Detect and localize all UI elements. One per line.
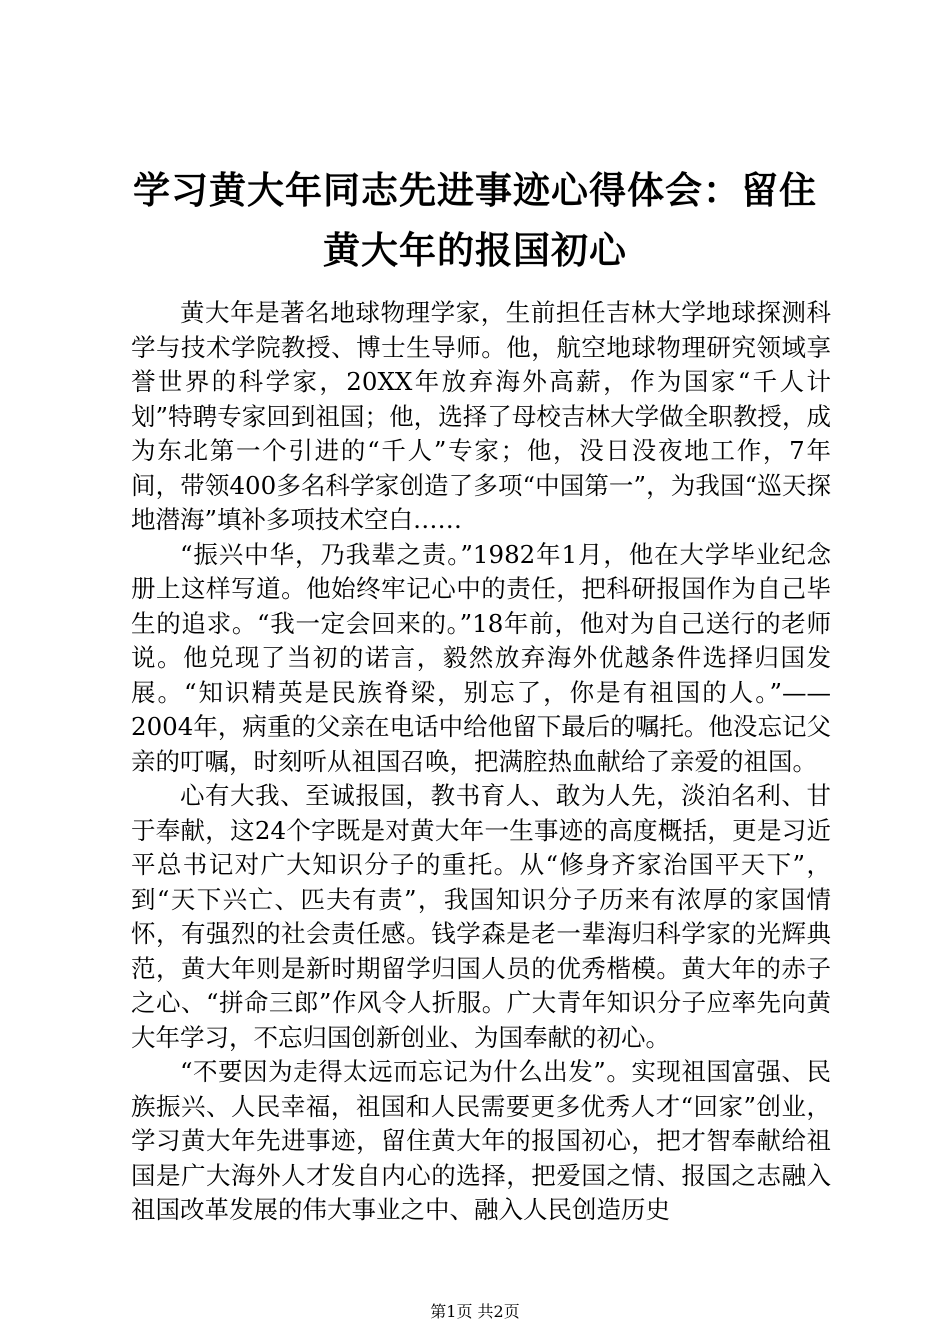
page-footer: [0, 1302, 950, 1322]
paragraph: 黄大年是著名地球物理学家，生前担任吉林大学地球探测科学与技术学院教授、博士生导师。他，航空地球物理研究领域享誉世界的科学家，20XX年放弃海外高薪，作为国家“千人计划”特聘专家回到祖国；他，选择了母校吉林大学做全职教授，成为东北第一个引进的“千人”专家；他，没日没夜地工作，7年间，带领400多名科学家创造了多项“中国第一”，为我国“巡天探地潜海”填补多项技术空白……: [131, 298, 831, 534]
paragraph: “振兴中华，乃我辈之责。”1982年1月，他在大学毕业纪念册上这样写道。他始终牢记心中的责任，把科研报国作为自己毕生的追求。“我一定会回来的。”18年前，他对为自己送行的老师说。他兑现了当初的诺言，毅然放弃海外优越条件选择归国发展。“知识精英是民族脊梁，别忘了，你是有祖国的人。”——2004年，病重的父亲在电话中给他留下最后的嘱托。他没忘记父亲的叮嘱，时刻听从祖国召唤，把满腔热血献给了亲爱的祖国。: [131, 539, 831, 776]
document-title: 学习黄大年同志先进事迹心得体会：留住黄大年的报国初心: [133, 168, 817, 272]
page-number: 第1页 共2页: [430, 1302, 520, 1321]
paragraph: 心有大我、至诚报国，教书育人、敢为人先，淡泊名利、甘于奉献，这24个字既是对黄大年一生事迹的高度概括，更是习近平总书记对广大知识分子的重托。从“修身齐家治国平天下”，到“天下兴亡、匹夫有责”，我国知识分子历来有浓厚的家国情怀，有强烈的社会责任感。钱学森是老一辈海归科学家的光辉典范，黄大年则是新时期留学归国人员的优秀楷模。黄大年的赤子之心、“拼命三郎”作风令人折服。广大青年知识分子应率先向黄大年学习，不忘归国创新创业、为国奉献的初心。: [131, 781, 831, 1052]
document-body: [131, 296, 831, 1228]
paragraph: “不要因为走得太远而忘记为什么出发”。实现祖国富强、民族振兴、人民幸福，祖国和人民需要更多优秀人才“回家”创业，学习黄大年先进事迹，留住黄大年的报国初心，把才智奉献给祖国是广大海外人才发自内心的选择，把爱国之情、报国之志融入祖国改革发展的伟大事业之中、融入人民创造历史: [131, 1057, 831, 1224]
